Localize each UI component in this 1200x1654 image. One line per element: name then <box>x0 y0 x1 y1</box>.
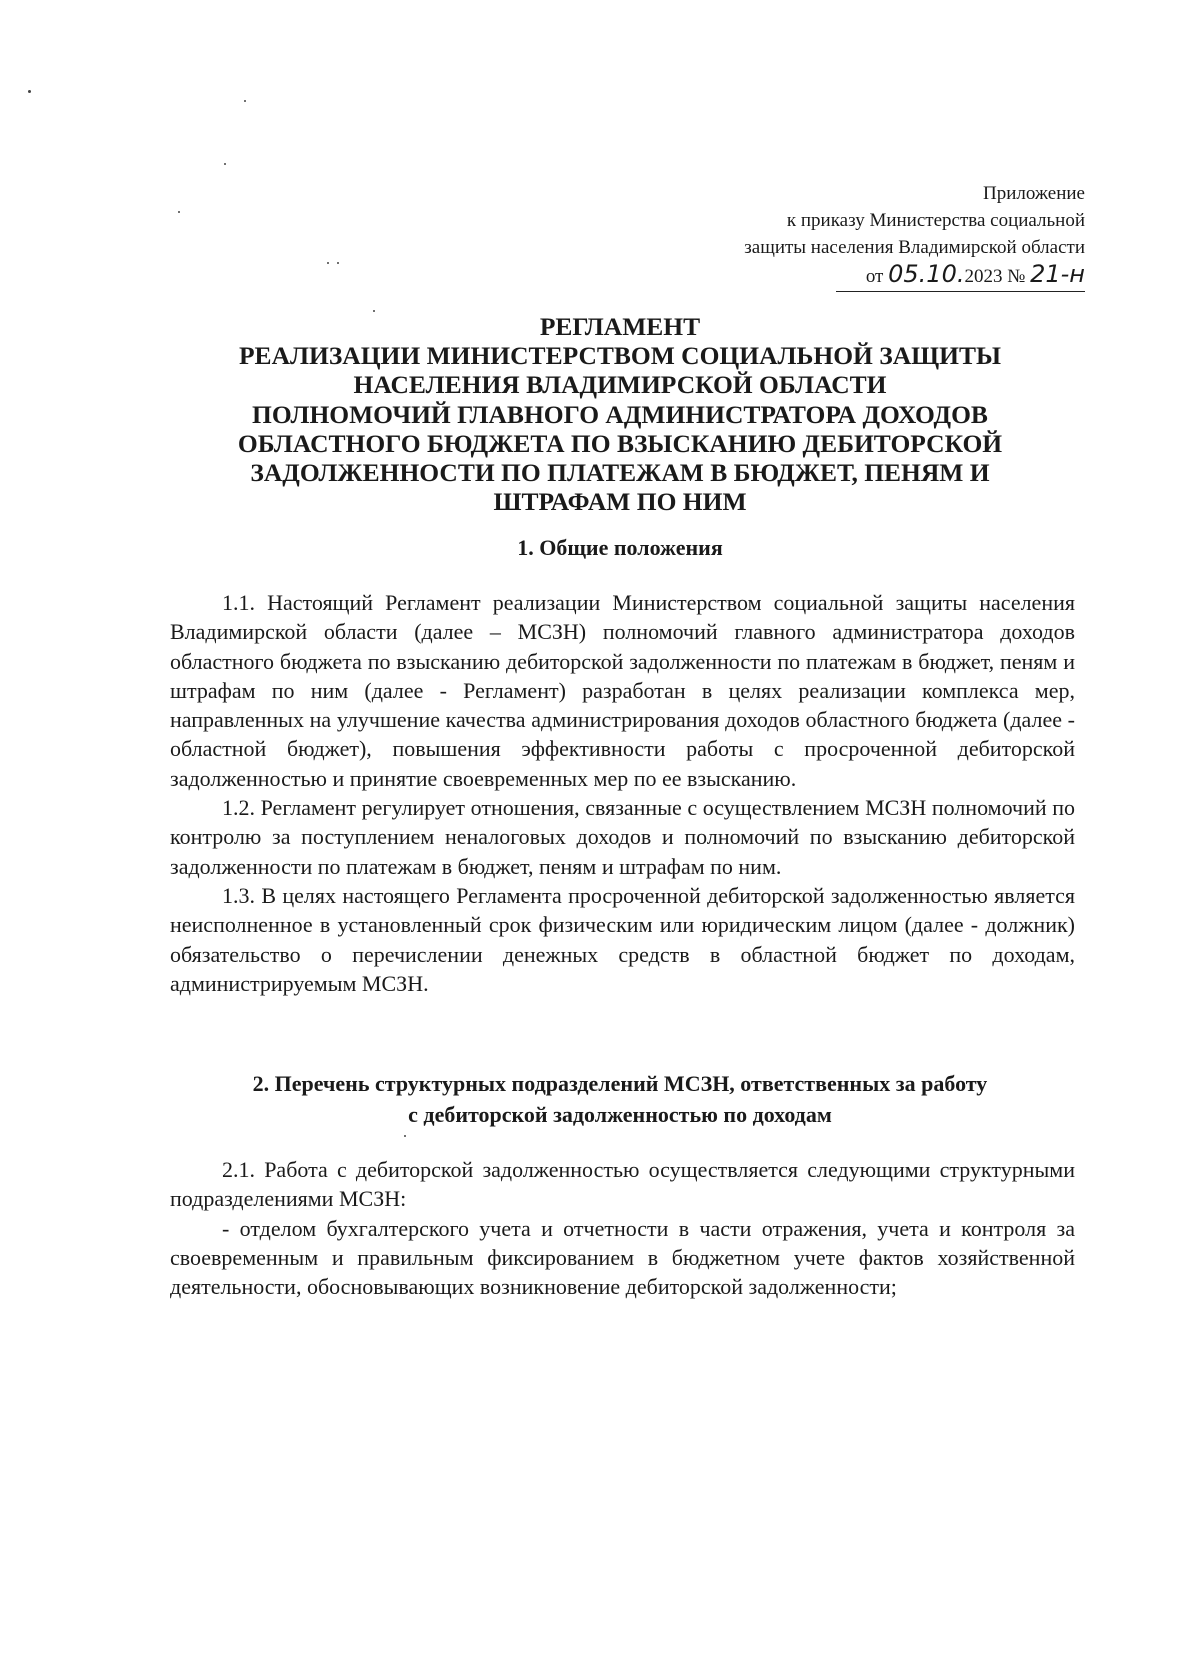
annex-block <box>565 180 1085 292</box>
document-title <box>160 312 1080 516</box>
title-line: ЗАДОЛЖЕННОСТИ ПО ПЛАТЕЖАМ В БЮДЖЕТ, ПЕНЯМ И <box>250 458 990 488</box>
paragraph: - отделом бухгалтерского учета и отчетности в части отражения, учета и контроля за своевременным и правильным фиксированием в бюджетном учете фактов хозяйственной деятельности, обосновывающих возникновение дебиторской задолженности; <box>170 1215 1075 1300</box>
scan-speck <box>404 1135 406 1137</box>
title-line: РЕАЛИЗАЦИИ МИНИСТЕРСТВОМ СОЦИАЛЬНОЙ ЗАЩИТЫ <box>238 341 1002 371</box>
section-1-heading: 1. Общие положения <box>517 535 723 560</box>
annex-date-year: 2023 № <box>964 266 1026 287</box>
scan-speck <box>337 262 339 264</box>
paragraph: 1.2. Регламент регулирует отношения, связанные с осуществлением МСЗН полномочий по контролю за поступлением неналоговых доходов и полномочий по взысканию дебиторской задолженности по платежам в бюджет, пеням и штрафам по ним. <box>170 795 1075 879</box>
section-2-heading <box>165 1068 1075 1130</box>
scan-speck <box>178 211 180 213</box>
handwritten-date: 05.10. <box>888 260 965 288</box>
scan-speck <box>28 90 31 93</box>
annex-line: Приложение <box>983 183 1085 204</box>
section-1-body <box>170 588 1075 998</box>
title-line: НАСЕЛЕНИЯ ВЛАДИМИРСКОЙ ОБЛАСТИ <box>353 370 887 400</box>
section-2-body <box>170 1155 1075 1301</box>
annex-line: к приказу Министерства социальной <box>786 210 1085 231</box>
section-2-heading-line: 2. Перечень структурных подразделений МСЗН, ответственных за работу <box>252 1071 988 1096</box>
title-line: ШТРАФАМ ПО НИМ <box>493 487 747 517</box>
scan-speck <box>244 100 246 102</box>
paragraph: 2.1. Работа с дебиторской задолженностью осуществляется следующими структурными подразделениями МСЗН: <box>170 1157 1075 1212</box>
annex-date-line <box>836 261 1085 292</box>
title-line: ОБЛАСТНОГО БЮДЖЕТА ПО ВЗЫСКАНИЮ ДЕБИТОРСКОЙ <box>237 428 1003 458</box>
section-2-heading-line: с дебиторской задолженностью по доходам <box>408 1102 832 1127</box>
handwritten-number: 21-н <box>1030 260 1085 288</box>
title-line: ПОЛНОМОЧИЙ ГЛАВНОГО АДМИНИСТРАТОРА ДОХОДОВ <box>252 399 988 429</box>
annex-line: защиты населения Владимирской области <box>744 237 1085 258</box>
annex-date-prefix: от <box>865 266 884 287</box>
title-line: РЕГЛАМЕНТ <box>539 312 701 341</box>
scan-speck <box>224 163 226 165</box>
paragraph: 1.3. В целях настоящего Регламента просроченной дебиторской задолженностью является неисполненное в установленный срок физическим или юридическим лицом (далее - должник) обязательство о перечислении денежных средств в областной бюджет по доходам, администрируемым МСЗН. <box>170 882 1075 996</box>
paragraph: 1.1. Настоящий Регламент реализации Министерством социальной защиты населения Владимирской области (далее – МСЗН) полномочий главного администратора доходов областного бюджета по взысканию дебиторской задолженности по платежам в бюджет, пеням и штрафам по ним (далее - Регламент) разработан в целях реализации комплекса мер, направленных на улучшение качества администрирования доходов областного бюджета (далее - областной бюджет), повышения эффективности работы с просроченной дебиторской задолженностью и принятие своевременных мер по ее взысканию. <box>170 590 1075 791</box>
scan-speck <box>327 262 329 264</box>
